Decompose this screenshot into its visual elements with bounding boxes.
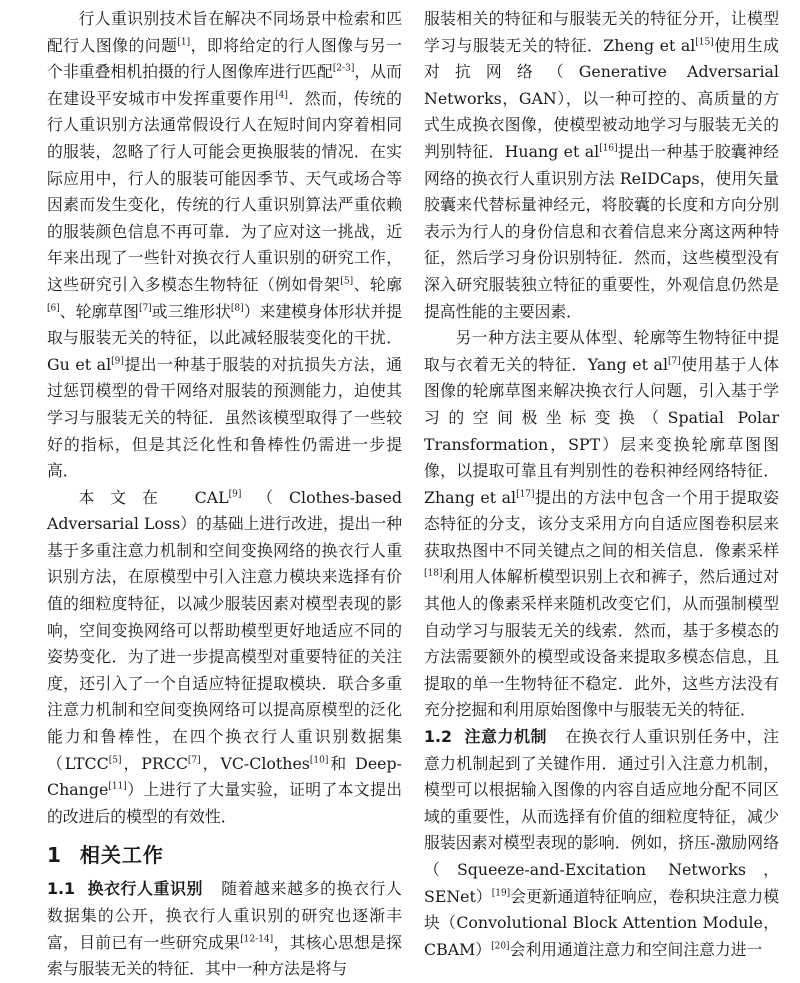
text-run: ，VC-Clothes: [200, 753, 310, 773]
text-run: ）来建模身体形状并提取与服装无关的特征，以此减轻服装变化的干扰．Gu et al: [47, 301, 402, 374]
paragraph-continued: [424, 6, 779, 325]
text-run: 利用人体解析模型识别上衣和裤子，然后通过对其他人的像素采样来随机改变它们，从而强制模型自动学习与服装无关的线索．然而，基于多模态的方法需要额外的模型或设备来提取多模态信息，且提取的单一生物特征不稳定．此外，这些方法没有充分挖掘和利用原始图像中与服装无关的特征．: [424, 567, 779, 720]
section-heading: [47, 840, 402, 870]
citation-ref: [6]: [47, 303, 60, 314]
citation-ref: [12-14]: [240, 934, 274, 945]
text-run: 使用生成对抗网络（Generative Adversarial Networks，GAN），以一种可控的、高质量的方式生成换衣图像，使模型被动地学习与服装无关的判别特征．Huang et al: [424, 35, 779, 161]
text-run: 会利用通道注意力和空间注意力进一: [509, 939, 763, 959]
text-run: ，PRCC: [121, 753, 188, 773]
text-run: 或三维形状: [151, 301, 231, 321]
text-run: 会更新通道特征响应，卷积块注意力模块（Convolutional Block Attention Module，CBAM）: [424, 886, 779, 959]
section-number: 1: [47, 843, 62, 868]
citation-ref: [18]: [424, 569, 443, 580]
paragraph-contribution: [47, 485, 402, 831]
text-run: 、轮廓草图: [59, 301, 139, 321]
right-column: [424, 6, 779, 963]
citation-ref: [7]: [187, 755, 201, 766]
text-run: 使用基于人体图像的轮廓草图来解决换衣行人问题，引入基于学习的空间极坐标变换（Spatial Polar Transformation，SPT）层来变换轮廓草图图像，以提取可靠且有判别性的卷积神经网络特征．Zhang et al: [424, 354, 779, 507]
citation-ref: [2-3]: [332, 63, 355, 74]
citation-ref: [7]: [668, 356, 681, 367]
text-run: 服装相关的特征和与服装无关的特征分开，让模型学习与服装无关的特征．Zheng et al: [424, 9, 779, 55]
citation-ref: [11]: [108, 781, 127, 792]
citation-ref: [17]: [516, 489, 535, 500]
citation-ref: [5]: [108, 755, 122, 766]
subsection-number: 1.1: [47, 879, 75, 899]
citation-ref: [7]: [138, 303, 152, 314]
text-run: 、轮廓: [353, 274, 402, 294]
text-run: ）上进行了大量实验，证明了本文提出的改进后的模型的有效性．: [47, 780, 402, 826]
text-run: ，即将给定的行人图像与另一个非重叠相机拍摄的行人图像库进行匹配: [47, 35, 402, 82]
text-run: ，从而在建设平安城市中发挥重要作用: [47, 62, 402, 108]
text-run: 另一种方法主要从体型、轮廓等生物特征中提取与衣着无关的特征．Yang et al: [424, 328, 779, 374]
paragraph-intro: [47, 6, 402, 485]
citation-ref: [15]: [695, 37, 714, 48]
text-run: 在换衣行人重识别任务中，注意力机制起到了关键作用．通过引入注意力机制，模型可以根据输入图像的内容自适应地分配不同区域的重要性，从而选择有价值的细粒度特征，减少服装因素对模型表现的影响．例如，挤压-激励网络（Squeeze-and-Excitation Networks，SENet）: [424, 727, 779, 906]
citation-ref: [4]: [275, 90, 288, 101]
citation-ref: [16]: [599, 143, 618, 154]
text-run: 提出的方法中包含一个用于提取姿态特征的分支，该分支采用方向自适应图卷积层来获取热图中不同关键点之间的相关信息．像素采样: [424, 487, 779, 560]
left-column: [47, 6, 402, 983]
text-run: ．然而，传统的行人重识别方法通常假设行人在短时间内穿着相同的服装，忽略了行人可能会更换服装的情况．在实际应用中，行人的服装可能因季节、天气或场合等因素而发生变化，传统的行人重识别算法严重依赖的服装颜色信息不再可靠．为了应对这一挑战，近年来出现了一些针对换衣行人重识别的研究工作，这些研究引入多模态生物特征（例如骨架: [47, 88, 402, 294]
subsection-number: 1.2: [424, 727, 452, 747]
text-run: 提出一种基于服装的对抗损失方法，通过惩罚模型的骨干网络对服装的预测能力，迫使其学习与服装无关的特征．虽然该模型取得了一些较好的指标，但是其泛化性和鲁棒性仍需进一步提高．: [47, 354, 402, 481]
citation-ref: [20]: [491, 941, 510, 952]
citation-ref: [10]: [309, 755, 329, 766]
paragraph-subsection-1-2: [424, 724, 779, 963]
subsection-heading: [424, 727, 565, 746]
citation-ref: [1]: [177, 37, 191, 48]
citation-ref: [9]: [111, 356, 124, 367]
citation-ref: [19]: [491, 888, 511, 899]
citation-ref: [8]: [230, 303, 244, 314]
text-run: （Clothes-based Adversarial Loss）的基础上进行改进，提出一种基于多重注意力机制和空间变换网络的换衣行人重识别方法，在原模型中引入注意力模块来选择有价值的细粒度特征，以减少服装因素对模型表现的影响，空间变换网络可以帮助模型更好地适应不同的姿势变化．为了进一步提高模型对重要特征的关注度，还引入了一个自适应特征提取模块．联合多重注意力机制和空间变换网络可以提高原模型的泛化能力和鲁棒性，在四个换衣行人重识别数据集（LTCC: [47, 487, 402, 773]
subsection-title: 注意力机制: [463, 727, 548, 747]
subsection-title: 换衣行人重识别: [86, 879, 204, 899]
text-run: 随着越来越多的换衣行人数据集的公开，换衣行人重识别的研究也逐渐丰富，目前已有一些研究成果: [47, 879, 402, 952]
text-run: 和 Deep-Change: [47, 753, 402, 800]
text-run: 本文在 CAL: [78, 487, 229, 507]
citation-ref: [5]: [340, 276, 354, 287]
paragraph-biometric-methods: [424, 325, 779, 724]
section-title: 相关工作: [79, 843, 164, 868]
citation-ref: [9]: [228, 489, 242, 500]
text-run: ，其核心思想是探索与服装无关的特征．其中一种方法是将与: [47, 932, 402, 979]
text-run: 行人重识别技术旨在解决不同场景中检索和匹配行人图像的问题: [47, 9, 402, 55]
subsection-heading: [47, 879, 221, 898]
text-run: 提出一种基于胶囊神经网络的换衣行人重识别方法 ReIDCaps，使用矢量胶囊来代替标量神经元，将胶囊的长度和方向分别表示为行人的身份信息和衣着信息来分离这两种特征，然后学习身份识别特征．然而，这些模型没有深入研究服装独立特征的重要性，外观信息仍然是提高性能的主要因素．: [424, 141, 779, 321]
paragraph-body: [424, 727, 779, 959]
paragraph-subsection-1-1: [47, 876, 402, 982]
